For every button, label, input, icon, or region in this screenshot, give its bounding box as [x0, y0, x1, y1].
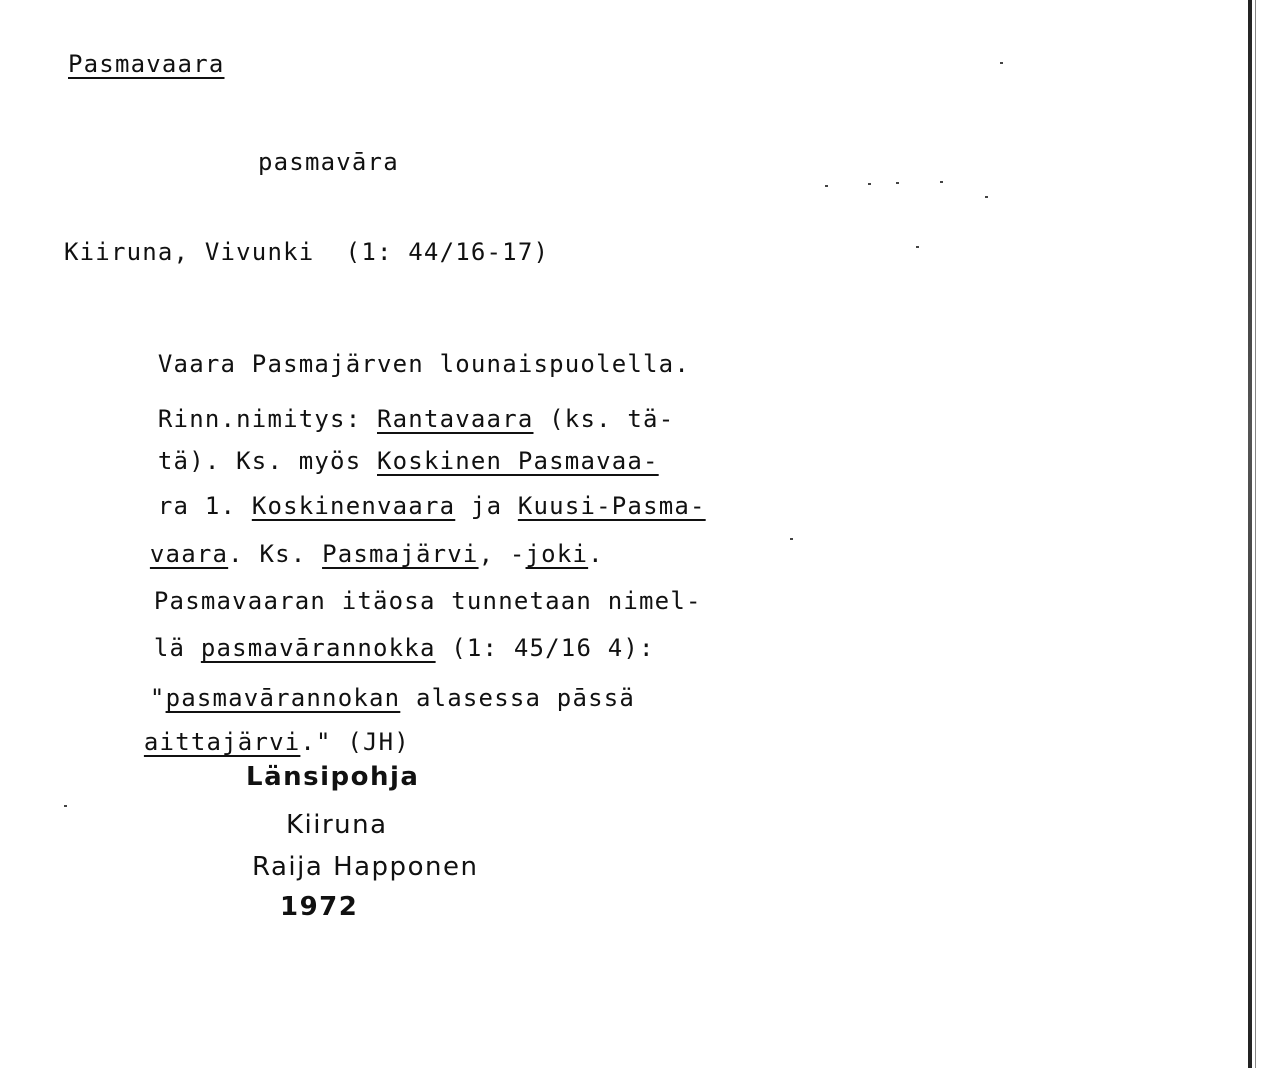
stamp-region: Länsipohja: [246, 762, 420, 792]
stamp-municipality: Kiiruna: [286, 810, 388, 840]
text-span: (ks. tä-: [533, 405, 675, 433]
scan-speck: [896, 182, 899, 184]
cross-reference: Koskinen Pasmavaa-: [377, 447, 659, 475]
text-span: ": [149, 684, 166, 712]
stamp-year: 1972: [280, 892, 359, 922]
scan-edge: [1248, 0, 1252, 1068]
text-span: . Ks.: [228, 540, 323, 568]
text-span: lä: [153, 634, 201, 662]
text-span: , -: [478, 540, 526, 568]
text-span: (1: 45/16 4):: [435, 634, 655, 662]
cross-reference: Koskinenvaara: [251, 492, 456, 520]
scan-speck: [916, 246, 919, 248]
scan-speck: [985, 196, 988, 198]
cross-reference: Rantavaara: [377, 405, 534, 433]
scan-speck: [1000, 62, 1003, 64]
scan-speck: [825, 185, 828, 187]
dialect-name: pasmavārannokka: [200, 634, 436, 662]
text-span: alasessa pāssä: [400, 684, 636, 712]
text-span: Vaara Pasmajärven lounaispuolella.: [157, 350, 690, 378]
scan-speck: [790, 538, 793, 540]
text-span: ." (JH): [300, 728, 410, 756]
scan-speck: [940, 181, 943, 183]
cross-reference: vaara: [149, 540, 229, 568]
dialect-quote: aittajärvi: [143, 728, 301, 756]
text-span: Pasmavaaran itäosa tunnetaan nimel-: [153, 587, 702, 615]
cross-reference: Pasmajärvi: [322, 540, 479, 568]
scan-speck: [868, 183, 871, 185]
cross-reference: Kuusi-Pasma-: [517, 492, 706, 520]
phonetic-form: pasmavāra: [258, 148, 399, 176]
text-span: Rinn.nimitys:: [157, 405, 377, 433]
scan-speck: [64, 805, 67, 807]
text-span: .: [588, 540, 604, 568]
scan-edge-shadow: [1255, 0, 1256, 1068]
cross-reference: joki: [525, 540, 589, 568]
stamp-collector: Raija Happonen: [252, 852, 479, 882]
location-line: Kiiruna, Vivunki (1: 44/16-17): [64, 238, 550, 266]
text-span: tä). Ks. myös: [157, 447, 377, 475]
dialect-quote: pasmavārannokan: [165, 684, 401, 712]
text-span: ra 1.: [157, 492, 252, 520]
text-span: ja: [455, 492, 518, 520]
entry-heading: Pasmavaara: [68, 50, 225, 78]
